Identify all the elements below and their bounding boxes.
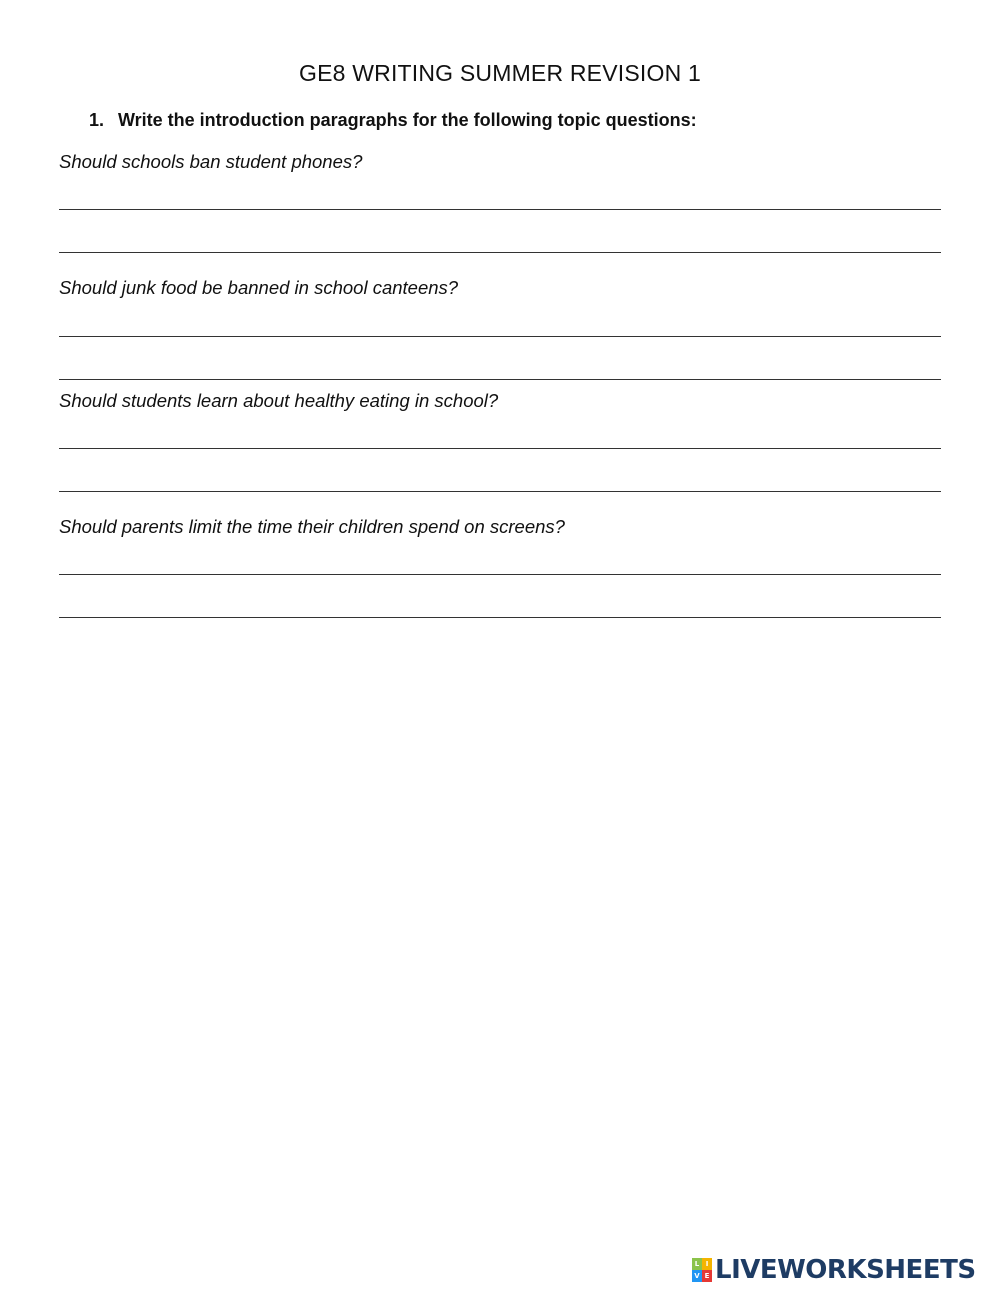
answer-line[interactable] xyxy=(59,209,941,210)
logo-tile: E xyxy=(702,1270,712,1282)
logo-text: LIVEWORKSHEETS xyxy=(715,1255,976,1285)
question-text: Should students learn about healthy eating in school? xyxy=(59,390,499,411)
logo-tile: I xyxy=(702,1258,712,1270)
page-title: GE8 WRITING SUMMER REVISION 1 xyxy=(299,60,701,86)
liveworksheets-logo-icon xyxy=(692,1258,712,1282)
answer-line[interactable] xyxy=(59,617,941,618)
answer-line[interactable] xyxy=(59,448,941,449)
instruction xyxy=(89,110,697,131)
logo-tile: V xyxy=(692,1270,702,1282)
answer-line[interactable] xyxy=(59,491,941,492)
answer-line[interactable] xyxy=(59,336,941,337)
question-text: Should schools ban student phones? xyxy=(59,151,363,172)
answer-line[interactable] xyxy=(59,379,941,380)
instruction-text: Write the introduction paragraphs for the following topic questions: xyxy=(118,110,697,130)
instruction-number: 1. xyxy=(89,110,105,130)
liveworksheets-logo xyxy=(692,1256,976,1284)
question-text: Should junk food be banned in school canteens? xyxy=(59,277,459,298)
logo-tile: L xyxy=(692,1258,702,1270)
answer-line[interactable] xyxy=(59,252,941,253)
question-text: Should parents limit the time their children spend on screens? xyxy=(59,516,565,537)
answer-line[interactable] xyxy=(59,574,941,575)
